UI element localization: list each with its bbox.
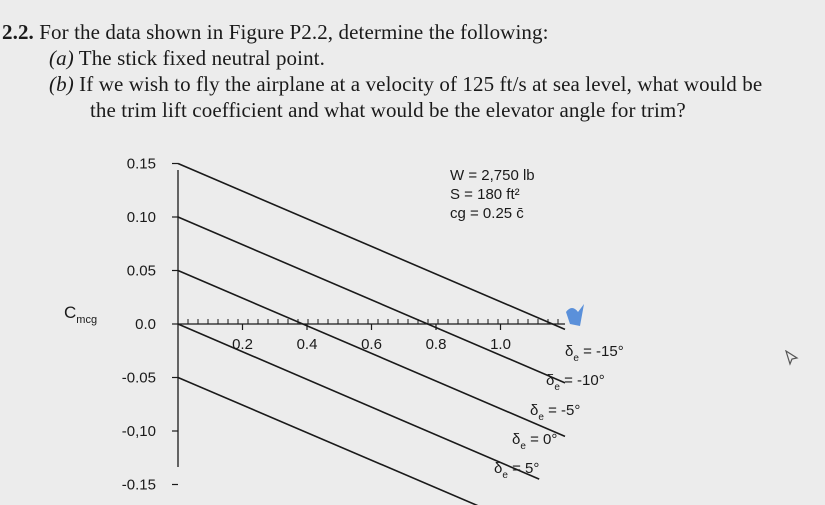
y-axis-label-sub: mcg [76,314,98,326]
series-line [178,217,565,383]
series-label-value: = 0° [525,431,558,448]
series-label-symbol: δ [494,460,503,477]
series-line [178,378,491,505]
series-label [530,402,580,423]
series-label-symbol: δ [512,431,521,448]
part-b-text-line2: the trim lift coefficient and what would be the elevator angle for trim? [90,98,686,122]
series-label-sub: e [573,353,579,364]
part-a-label: (a) [49,46,74,70]
x-tick-label: 0.8 [425,336,447,353]
series-label-symbol: δ [565,343,574,360]
series-lines [178,164,624,505]
y-axis-label [64,303,97,326]
x-tick-label: 0.4 [296,336,318,353]
series-label-value: = -10° [559,372,605,389]
series-label [546,372,605,393]
series-label-sub: e [502,470,508,481]
cursor-icon [785,350,799,366]
series-label [565,343,624,364]
y-tick-label: 0.10 [126,209,156,226]
part-b-label: (b) [49,72,74,96]
y-ticks [122,156,178,494]
y-tick-label: -0.05 [121,369,156,387]
series-label [512,431,557,452]
series-label-sub: e [520,441,526,452]
y-axis-label-main: C [64,303,77,322]
y-tick-label: 0.05 [126,262,156,280]
y-tick-label: 0.0 [135,316,156,333]
problem-statement: For the data shown in Figure P2.2, determine the following: [39,20,549,44]
y-tick-label: -0.15 [121,476,156,494]
series-label-value: = -5° [543,402,581,419]
problem-number: 2.2. [2,20,34,44]
series-label-symbol: δ [546,372,555,389]
x-tick-label: 0.2 [232,336,253,353]
part-a-text: The stick fixed neutral point. [78,46,325,70]
cg-label: cg = 0.25 c̄ [450,205,524,222]
highlight-mark-icon [566,304,584,326]
area-label: S = 180 ft² [450,186,520,203]
series-label-value: = 5° [507,460,540,477]
y-tick-label: 0.15 [126,155,156,173]
y-tick-label: -0,10 [121,423,156,440]
series-label-sub: e [538,412,544,423]
weight-label: W = 2,750 lb [450,167,535,184]
series-line [178,271,565,437]
series-label-sub: e [554,382,560,393]
x-tick-label: 1.0 [490,336,511,353]
x-tick-label: 0.6 [361,336,382,353]
part-b-text-line1: If we wish to fly the airplane at a velocity of 125 ft/s at sea level, what would be [79,72,763,96]
series-label [494,460,539,481]
series-label-value: = -15° [578,343,624,360]
series-label-symbol: δ [530,402,539,419]
